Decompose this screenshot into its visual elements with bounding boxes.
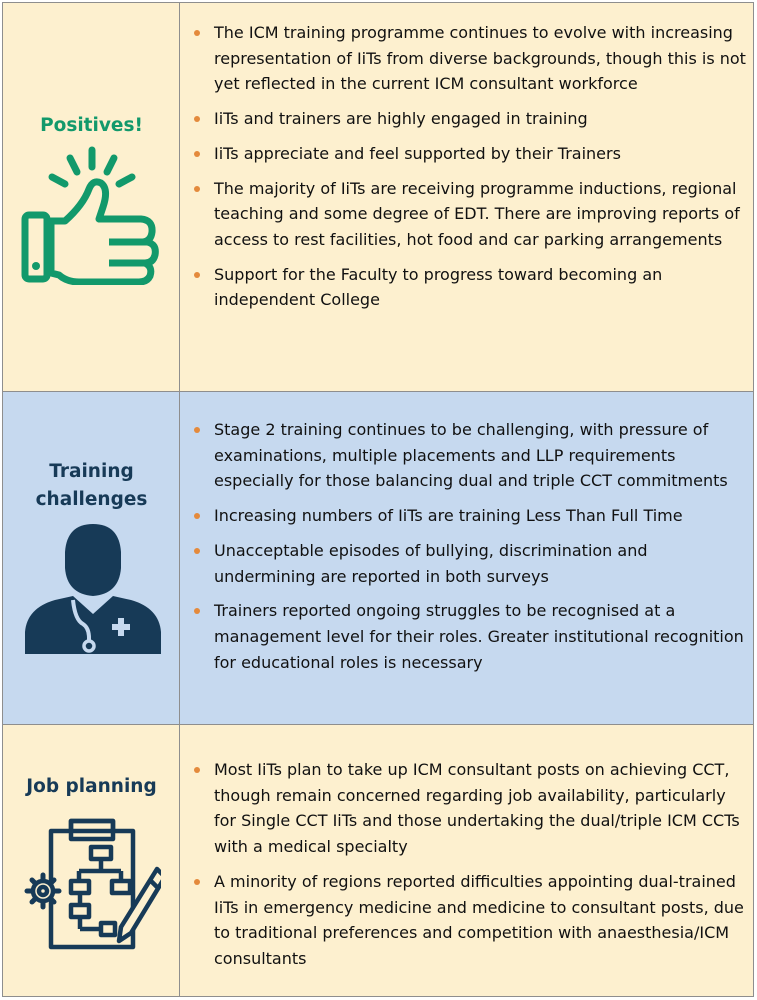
list-item: The ICM training programme continues to evolve with increasing representation of IiTs from diverse backgrounds, though this is not yet reflected in the current ICM consultant workforce	[192, 20, 747, 97]
summary-table	[2, 2, 754, 997]
thumbs-up-icon	[21, 145, 163, 285]
list-item: The majority of IiTs are receiving programme inductions, regional teaching and some degree of EDT. There are improving reports of access to rest facilities, hot food and car parking arrangements	[192, 176, 747, 253]
list-item: Stage 2 training continues to be challenging, with pressure of examinations, multiple placements and LLP requirements especially for those balancing dual and triple CCT commitments	[192, 417, 747, 494]
job-planning-content-cell	[180, 725, 753, 996]
list-item: Trainers reported ongoing struggles to be recognised at a management level for their roles. Greater institutional recognition for educational roles is necessary	[192, 598, 747, 675]
positives-content-cell	[180, 3, 753, 391]
list-item: A minority of regions reported difficulties appointing dual-trained IiTs in emergency medicine and medicine to consultant posts, due to traditional preferences and competition with anaesthesia/ICM consultants	[192, 869, 747, 972]
job-planning-label-cell	[3, 725, 180, 996]
training-challenges-label-cell	[3, 392, 180, 724]
list-item: Most IiTs plan to take up ICM consultant posts on achieving CCT, though remain concerned regarding job availability, particularly for Single CCT IiTs and those undertaking the dual/triple ICM CCTs with a medical specialty	[192, 757, 747, 860]
list-item: IiTs appreciate and feel supported by their Trainers	[192, 141, 747, 167]
list-item: Increasing numbers of IiTs are training Less Than Full Time	[192, 503, 747, 529]
positives-label: Positives!	[40, 115, 143, 136]
clipboard-flowchart-icon	[21, 817, 161, 951]
training-challenges-content-cell	[180, 392, 753, 724]
job-planning-label: Job planning	[26, 776, 157, 797]
positives-list	[192, 20, 747, 322]
list-item: Support for the Faculty to progress toward becoming an independent College	[192, 262, 747, 313]
positives-row	[3, 3, 753, 391]
list-item: IiTs and trainers are highly engaged in training	[192, 106, 747, 132]
job-planning-list	[192, 757, 747, 981]
job-planning-row	[3, 724, 753, 996]
training-challenges-row	[3, 391, 753, 724]
positives-label-cell	[3, 3, 180, 391]
list-item: Unacceptable episodes of bullying, discrimination and undermining are reported in both surveys	[192, 538, 747, 589]
training-challenges-list	[192, 417, 747, 684]
doctor-stethoscope-icon	[23, 520, 163, 654]
training-challenges-label: Training challenges	[35, 461, 148, 510]
